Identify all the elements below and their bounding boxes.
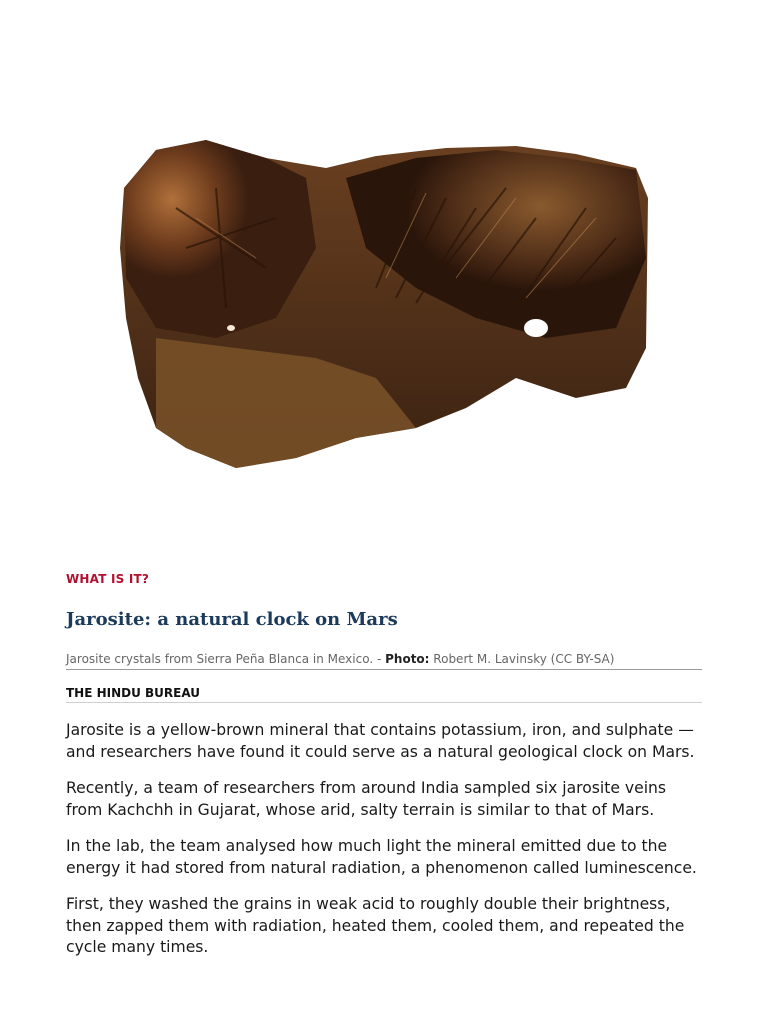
caption-photo-label: Photo: xyxy=(385,652,430,666)
image-caption xyxy=(66,652,702,670)
article-kicker[interactable]: WHAT IS IT? xyxy=(66,572,150,586)
article-body xyxy=(66,720,706,974)
caption-photo-credit: Robert M. Lavinsky (CC BY-SA) xyxy=(429,652,615,666)
caption-text: Jarosite crystals from Sierra Peña Blanca in Mexico. - xyxy=(66,652,386,666)
article-headline[interactable]: Jarosite: a natural clock on Mars xyxy=(66,609,398,630)
article-paragraph: In the lab, the team analysed how much light the mineral emitted due to the energy it had stored from natural radiation, a phenomenon called luminescence. xyxy=(66,837,697,877)
article-paragraph: Jarosite is a yellow-brown mineral that contains potassium, iron, and sulphate — and researchers have found it could serve as a natural geological clock on Mars. xyxy=(66,721,695,761)
article-byline[interactable]: THE HINDU BUREAU xyxy=(66,686,702,703)
article-paragraph: First, they washed the grains in weak acid to roughly double their brightness, then zapped them with radiation, heated them, cooled them, and repeated the cycle many times. xyxy=(66,895,685,956)
article-paragraph: Recently, a team of researchers from around India sampled six jarosite veins from Kachchh in Gujarat, whose arid, salty terrain is similar to that of Mars. xyxy=(66,779,667,819)
article-hero-image[interactable] xyxy=(116,128,656,478)
mineral-photo-icon xyxy=(116,128,656,478)
